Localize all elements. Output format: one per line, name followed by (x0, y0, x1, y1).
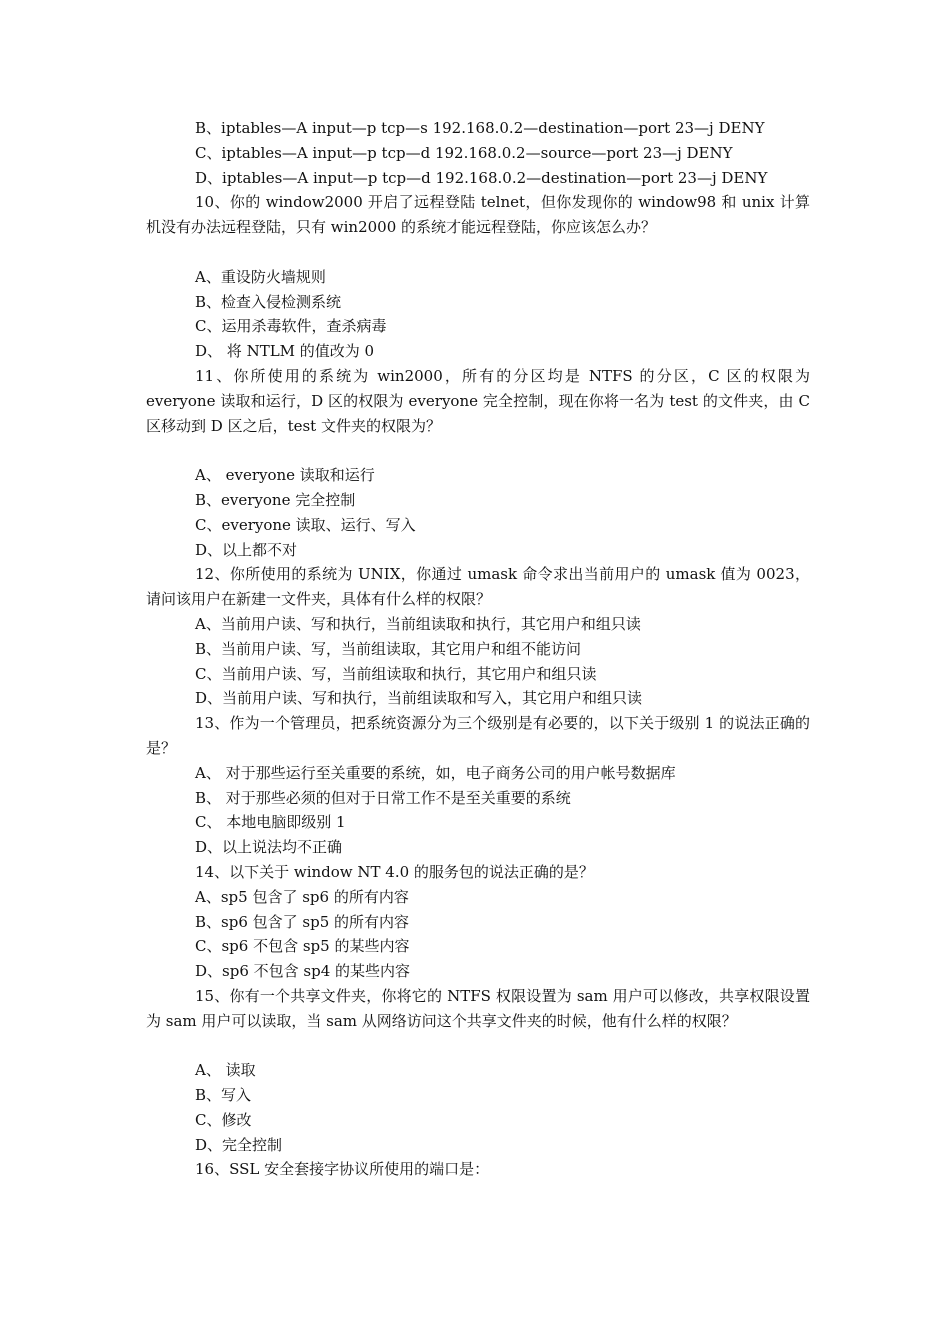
question-10 (146, 190, 810, 364)
option-a: A、当前用户读、写和执行，当前组读取和执行，其它用户和组只读 (195, 614, 641, 633)
document-body (146, 116, 810, 1182)
option-b: B、 对于那些必须的但对于日常工作不是至关重要的系统 (195, 788, 571, 807)
option-c: C、sp6 不包含 sp5 的某些内容 (195, 937, 410, 956)
option-c: C、当前用户读、写，当前组读取和执行，其它用户和组只读 (195, 664, 597, 683)
option-d: D、 将 NTLM 的值改为 0 (195, 342, 375, 361)
option-c: C、everyone 读取、运行、写入 (195, 515, 416, 534)
option-d: D、完全控制 (195, 1135, 283, 1154)
option-a: A、重设防火墙规则 (195, 267, 326, 286)
question-11 (146, 364, 810, 562)
option-d: D、以上说法均不正确 (195, 838, 343, 857)
question-12 (146, 562, 810, 711)
option-c: C、 本地电脑即级别 1 (195, 813, 346, 832)
question-13 (146, 711, 810, 860)
option-d: D、sp6 不包含 sp4 的某些内容 (195, 962, 411, 981)
option-b: B、sp6 包含了 sp5 的所有内容 (195, 912, 410, 931)
question-text: 16、SSL 安全套接字协议所使用的端口是： (195, 1160, 490, 1179)
question-15 (146, 984, 810, 1158)
blank-line (146, 240, 810, 265)
option-b: B、写入 (195, 1086, 252, 1105)
option-c: C、修改 (195, 1110, 252, 1129)
option-b: B、当前用户读、写，当前组读取，其它用户和组不能访问 (195, 639, 582, 658)
blank-line (146, 438, 810, 463)
question-text: 11、你所使用的系统为 win2000，所有的分区均是 NTFS 的分区，C 区的权限为 everyone 读取和运行，D 区的权限为 everyone 完全控制，现在你将一名为 test 的文件夹，由 C 区移动到 D 区之后，test 文件夹的权限为？ (146, 366, 810, 435)
question-text: 14、以下关于 window NT 4.0 的服务包的说法正确的是？ (195, 862, 594, 881)
question-text: 13、作为一个管理员，把系统资源分为三个级别是有必要的，以下关于级别 1 的说法正确的是？ (146, 714, 810, 757)
option-d: D、以上都不对 (195, 540, 298, 559)
option-b: B、检查入侵检测系统 (195, 292, 342, 311)
question-text: 12、你所使用的系统为 UNIX，你通过 umask 命令求出当前用户的 umask 值为 0023，请问该用户在新建一文件夹，具体有什么样的权限？ (146, 565, 810, 609)
option-a: A、 everyone 读取和运行 (195, 466, 375, 485)
option-c: C、iptables—A input—p tcp—d 192.168.0.2—source—port 23—j DENY (195, 143, 733, 162)
question-text: 15、你有一个共享文件夹，你将它的 NTFS 权限设置为 sam 用户可以修改，共享权限设置为 sam 用户可以读取，当 sam 从网络访问这个共享文件夹的时候，他有什么样的权限？ (146, 986, 810, 1030)
question-16 (146, 1157, 810, 1182)
option-a: A、 对于那些运行至关重要的系统，如，电子商务公司的用户帐号数据库 (195, 763, 676, 782)
option-d: D、iptables—A input—p tcp—d 192.168.0.2—destination—port 23—j DENY (195, 168, 768, 187)
question-14 (146, 860, 810, 984)
option-d: D、当前用户读、写和执行，当前组读取和写入，其它用户和组只读 (195, 689, 643, 708)
option-a: A、 读取 (195, 1061, 256, 1080)
question-9-options (146, 116, 810, 190)
question-text: 10、你的 window2000 开启了远程登陆 telnet，但你发现你的 window98 和 unix 计算机没有办法远程登陆，只有 win2000 的系统才能远程登陆，你应该怎么办？ (146, 193, 810, 237)
option-b: B、iptables—A input—p tcp—s 192.168.0.2—destination—port 23—j DENY (195, 119, 765, 137)
blank-line (146, 1033, 810, 1058)
option-c: C、运用杀毒软件，查杀病毒 (195, 317, 387, 336)
option-b: B、everyone 完全控制 (195, 490, 356, 509)
option-a: A、sp5 包含了 sp6 的所有内容 (195, 887, 409, 906)
